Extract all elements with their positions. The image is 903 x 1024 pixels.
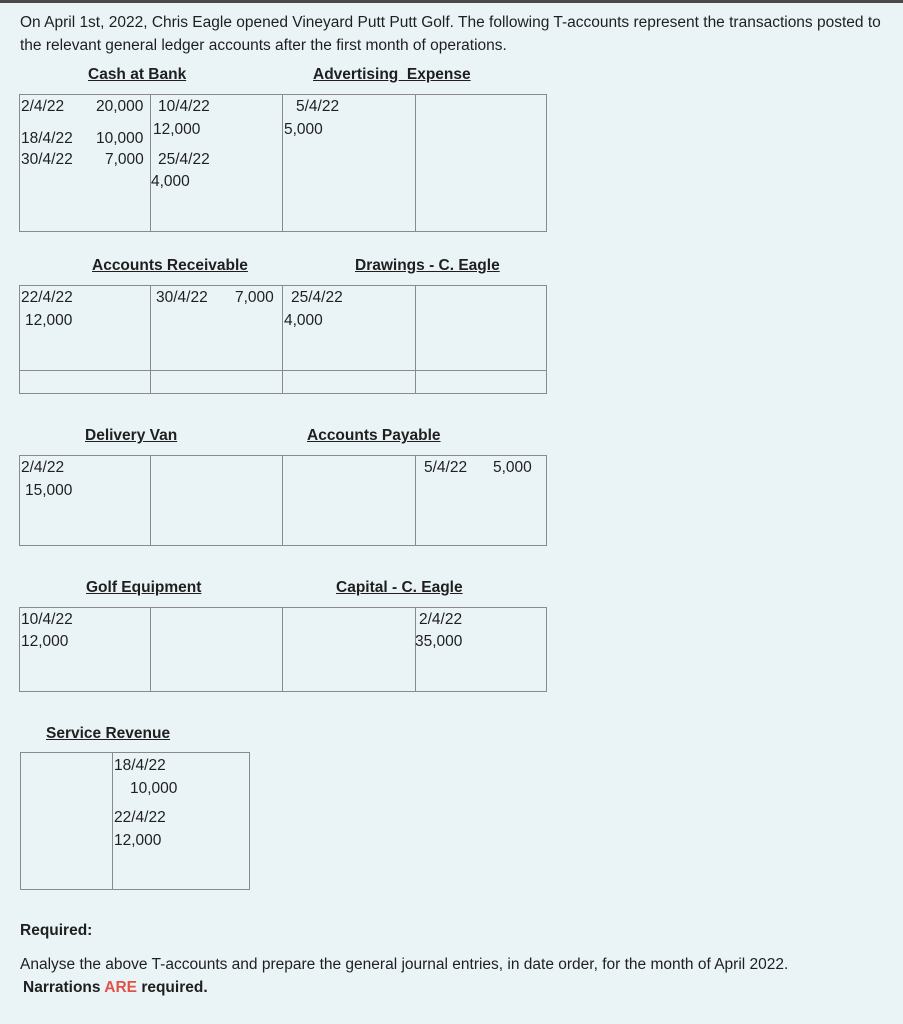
drawings-title: Drawings - C. Eagle	[355, 257, 500, 274]
golf-equipment-title: Golf Equipment	[86, 579, 202, 596]
accounts-receivable-title: Accounts Receivable	[92, 257, 248, 274]
golf-credit-cell	[150, 607, 283, 692]
narrations-prefix: Narrations	[23, 979, 101, 996]
capital-debit-cell	[282, 607, 416, 692]
cash-debit-date-1: 2/4/22	[21, 98, 65, 115]
advertising-credit-cell	[415, 94, 547, 232]
service-revenue-title: Service Revenue	[46, 725, 171, 742]
cash-credit-amount-2: 4,000	[151, 173, 190, 190]
cash-at-bank-title: Cash at Bank	[88, 66, 187, 83]
cash-debit-date-2: 18/4/22	[21, 130, 73, 147]
van-credit-cell	[150, 455, 283, 546]
required-instructions: Analyse the above T-accounts and prepare the general journal entries, in date order, for the month of April 2022.	[20, 956, 789, 973]
payable-credit-amount-1: 5,000	[493, 459, 532, 476]
van-debit-date-1: 2/4/22	[21, 459, 65, 476]
receivable-credit-date-1: 30/4/22	[156, 289, 208, 306]
golf-debit-amount-1: 12,000	[21, 633, 69, 650]
receivable-total-credit	[150, 370, 283, 394]
revenue-credit-date-1: 18/4/22	[114, 757, 166, 774]
top-border	[0, 0, 903, 3]
golf-debit-date-1: 10/4/22	[21, 611, 73, 628]
narrations-note	[20, 979, 208, 996]
cash-debit-amount-1: 20,000	[96, 98, 144, 115]
drawings-credit-cell	[415, 285, 547, 371]
drawings-debit-amount-1: 4,000	[284, 312, 323, 329]
accounts-payable-title: Accounts Payable	[307, 427, 441, 444]
payable-debit-cell	[282, 455, 416, 546]
advertising-debit-amount-1: 5,000	[284, 121, 323, 138]
required-body	[20, 953, 890, 999]
drawings-debit-date-1: 25/4/22	[291, 289, 343, 306]
delivery-van-title: Delivery Van	[85, 427, 178, 444]
receivable-credit-amount-1: 7,000	[235, 289, 274, 306]
cash-credit-date-2: 25/4/22	[158, 151, 210, 168]
advertising-debit-date-1: 5/4/22	[296, 98, 340, 115]
revenue-credit-amount-1: 10,000	[130, 780, 178, 797]
intro-paragraph: On April 1st, 2022, Chris Eagle opened Vineyard Putt Putt Golf. The following T-accounts represent the transactions posted to the relevant general ledger accounts after the first month of operations.	[20, 14, 881, 54]
narrations-suffix: required.	[141, 979, 208, 996]
capital-credit-amount-1: 35,000	[415, 633, 463, 650]
cash-debit-date-3: 30/4/22	[21, 151, 73, 168]
revenue-debit-cell	[20, 752, 113, 890]
cash-debit-amount-2: 10,000	[96, 130, 144, 147]
van-debit-amount-1: 15,000	[25, 482, 73, 499]
cash-debit-amount-3: 7,000	[105, 151, 144, 168]
revenue-credit-amount-2: 12,000	[114, 832, 162, 849]
receivable-total-debit	[19, 370, 151, 394]
receivable-debit-amount-1: 12,000	[25, 312, 73, 329]
advertising-expense-title: Advertising Expense	[313, 66, 471, 83]
narrations-emphasis: ARE	[104, 979, 137, 996]
drawings-total-debit	[282, 370, 416, 394]
drawings-total-credit	[415, 370, 547, 394]
capital-credit-date-1: 2/4/22	[419, 611, 463, 628]
capital-title: Capital - C. Eagle	[336, 579, 463, 596]
cash-credit-date-1: 10/4/22	[158, 98, 210, 115]
cash-credit-amount-1: 12,000	[153, 121, 201, 138]
revenue-credit-date-2: 22/4/22	[114, 809, 166, 826]
receivable-debit-date-1: 22/4/22	[21, 289, 73, 306]
required-heading: Required:	[20, 922, 93, 939]
payable-credit-date-1: 5/4/22	[424, 459, 468, 476]
